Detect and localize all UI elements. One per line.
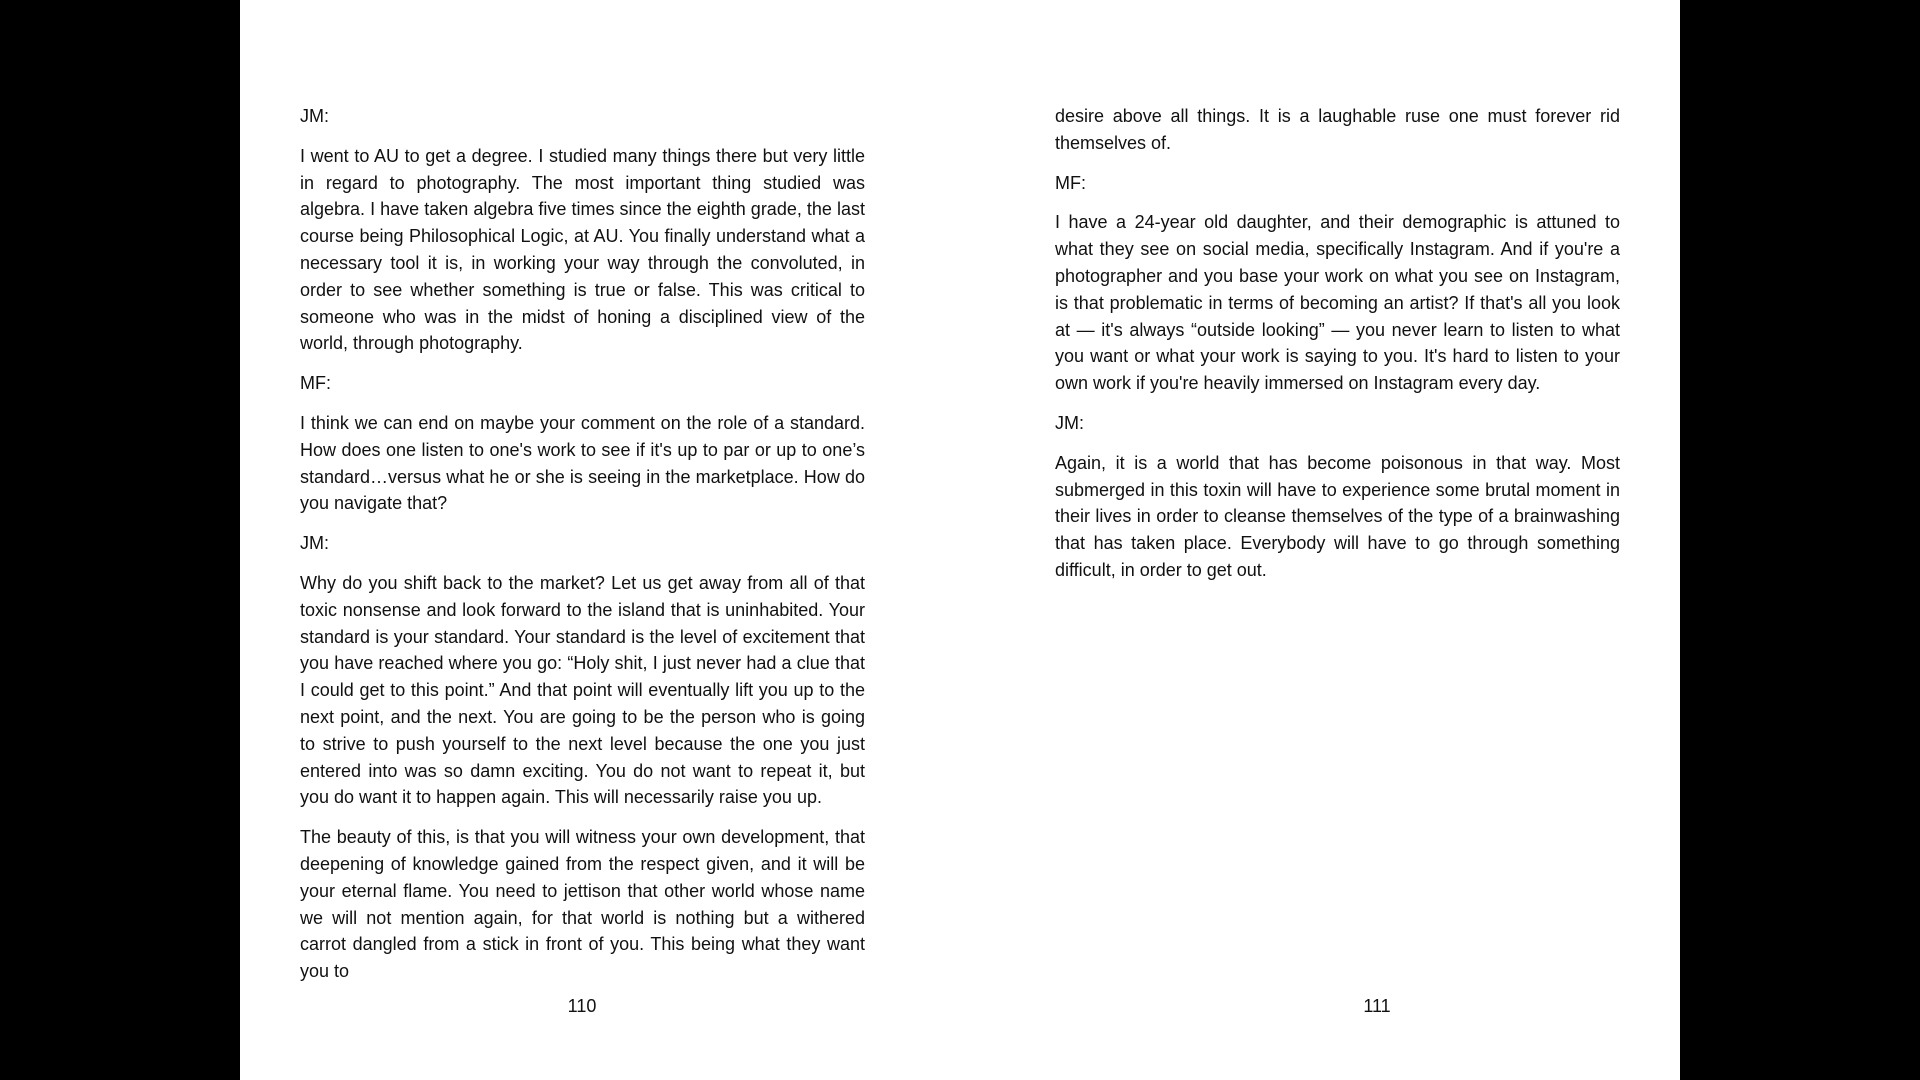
- right-page: [960, 0, 1680, 1080]
- paragraph: Why do you shift back to the market? Let us get away from all of that toxic nonsense and look forward to the island that is uninhabited. Your standard is your standard. Your standard is the level of excitement that you have reached where you go: “Holy shit, I just never had a clue that I could get to this point.” And that point will eventually lift you up to the next point, and the next. You are going to be the person who is going to strive to push yourself to the next level because the one you just entered into was so damn exciting. You do not want to repeat it, but you do want it to happen again. This will necessarily raise you up.: [300, 572, 865, 808]
- speaker-label: MF:: [300, 373, 331, 394]
- page-number: 111: [1363, 996, 1391, 1016]
- speaker-label: JM:: [300, 533, 329, 554]
- book-spread: [240, 0, 1680, 1080]
- left-page-text: [300, 103, 865, 998]
- speaker-label: JM:: [1055, 412, 1084, 433]
- paragraph: I have a 24-year old daughter, and their demographic is attuned to what they see on social media, specifically Instagram. And if you're a photographer and you base your work on what you see on Instagram, is that problematic in terms of becoming an artist? If that's all you look at — it's always “outside looking” — you never learn to listen to what you want or what your work is saying to you. It's hard to listen to your own work if you're heavily immersed on Instagram every day.: [1055, 212, 1620, 394]
- paragraph: The beauty of this, is that you will witness your own development, that deepening of knowledge gained from the respect given, and it will be your eternal flame. You need to jettison that other world whose name we will not mention again, for that world is nothing but a withered carrot dangled from a stick in front of you. This being what they want you to: [300, 827, 865, 982]
- paragraph: Again, it is a world that has become poisonous in that way. Most submerged in this toxin will have to experience some brutal moment in their lives in order to cleanse themselves of the type of a brainwashing that has taken place. Everybody will have to go through something difficult, in order to get out.: [1055, 452, 1620, 580]
- paragraph: desire above all things. It is a laughable ruse one must forever rid themselves of.: [1055, 106, 1620, 153]
- page-number: 110: [567, 996, 597, 1016]
- speaker-label: MF:: [1055, 172, 1086, 193]
- left-page: [240, 0, 960, 1080]
- speaker-label: JM:: [300, 106, 329, 126]
- paragraph: I went to AU to get a degree. I studied many things there but very little in regard to photography. The most important thing studied was algebra. I have taken algebra five times since the eighth grade, the last course being Philosophical Logic, at AU. You finally understand what a necessary tool it is, in working your way through the convoluted, in order to see whether something is true or false. This was critical to someone who was in the midst of honing a disciplined view of the world, through photography.: [300, 145, 865, 354]
- paragraph: I think we can end on maybe your comment on the role of a standard. How does one listen to one's work to see if it's up to par or up to one’s standard…versus what he or she is seeing in the marketplace. How do you navigate that?: [300, 412, 865, 514]
- right-page-text: [1055, 103, 1620, 597]
